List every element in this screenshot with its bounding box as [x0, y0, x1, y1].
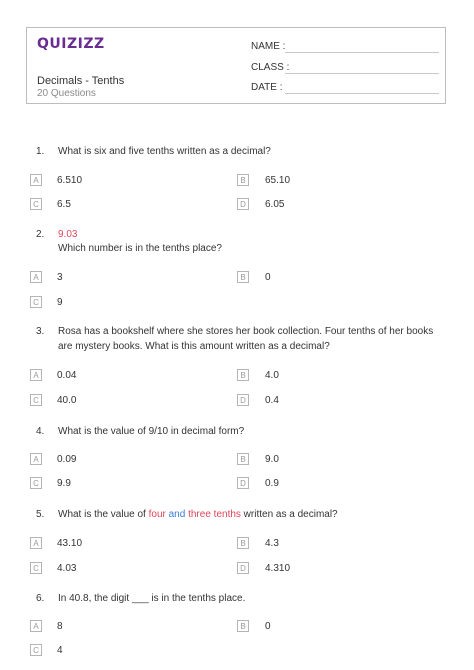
option-letter[interactable]: D — [237, 394, 249, 406]
option-text: 0.09 — [57, 454, 77, 465]
option-text: 4.310 — [265, 563, 291, 574]
option-letter[interactable]: A — [30, 453, 42, 465]
highlight-four: four — [148, 509, 166, 520]
question-text: In 40.8, the digit ___ is in the tenths place. — [58, 593, 246, 604]
option-text: 0.9 — [265, 478, 279, 489]
option-text: 6.5 — [57, 199, 71, 210]
highlight-three-tenths: three tenths — [188, 509, 241, 520]
option-text: 4.0 — [265, 370, 279, 381]
option-letter[interactable]: C — [30, 198, 42, 210]
question-count: 20 Questions — [37, 88, 96, 99]
option-letter[interactable]: B — [237, 537, 249, 549]
option-letter[interactable]: D — [237, 562, 249, 574]
option-text: 4.03 — [57, 563, 77, 574]
option-letter[interactable]: A — [30, 369, 42, 381]
option-text: 4.3 — [265, 538, 279, 549]
option-letter[interactable]: B — [237, 620, 249, 632]
worksheet-title: Decimals - Tenths — [37, 75, 125, 87]
option-letter[interactable]: A — [30, 174, 42, 186]
option-text: 0 — [265, 621, 271, 632]
option-text: 4 — [57, 645, 63, 656]
option-text: 9 — [57, 297, 63, 308]
option-letter[interactable]: D — [237, 198, 249, 210]
question-number: 6. — [36, 593, 45, 604]
option-letter[interactable]: D — [237, 477, 249, 489]
question-text-line-2: are mystery books. What is this amount written as a decimal? — [58, 341, 330, 352]
question-number: 5. — [36, 509, 45, 520]
option-text: 65.10 — [265, 175, 291, 186]
question-text-start: What is the value of — [58, 509, 149, 520]
question-text: What is the value of 9/10 in decimal form? — [58, 426, 245, 437]
option-text: 0.04 — [57, 370, 77, 381]
class-line[interactable] — [285, 73, 439, 74]
option-letter[interactable]: B — [237, 174, 249, 186]
option-text: 40.0 — [57, 395, 77, 406]
question-number: 2. — [36, 229, 45, 240]
question-text-line-1: Rosa has a bookshelf where she stores her book collection. Four tenths of her books — [58, 326, 434, 337]
option-letter[interactable]: A — [30, 620, 42, 632]
option-text: 9.9 — [57, 478, 71, 489]
question-number: 3. — [36, 326, 45, 337]
worksheet-header — [26, 27, 446, 104]
option-text: 43.10 — [57, 538, 83, 549]
option-text: 8 — [57, 621, 63, 632]
option-text: 0 — [265, 272, 271, 283]
option-letter[interactable]: C — [30, 644, 42, 656]
option-letter[interactable]: B — [237, 369, 249, 381]
class-label: CLASS : — [251, 62, 290, 73]
question-text — [58, 507, 458, 522]
option-letter[interactable]: C — [30, 477, 42, 489]
option-letter[interactable]: A — [30, 271, 42, 283]
word-and: and — [165, 509, 189, 520]
question-text: What is six and five tenths written as a decimal? — [58, 146, 271, 157]
option-text: 3 — [57, 272, 63, 283]
highlighted-number: 9.03 — [58, 229, 78, 240]
question-text-end: written as a decimal? — [240, 509, 338, 520]
option-letter[interactable]: B — [237, 453, 249, 465]
option-text: 6.05 — [265, 199, 285, 210]
option-letter[interactable]: C — [30, 394, 42, 406]
name-line[interactable] — [285, 52, 439, 53]
option-letter[interactable]: C — [30, 296, 42, 308]
option-letter[interactable]: A — [30, 537, 42, 549]
question-number: 1. — [36, 146, 45, 157]
option-letter[interactable]: C — [30, 562, 42, 574]
option-text: 9.0 — [265, 454, 279, 465]
name-label: NAME : — [251, 41, 286, 52]
date-label: DATE : — [251, 82, 283, 93]
quizizz-logo: QUIZIZZ — [37, 36, 105, 52]
option-text: 0.4 — [265, 395, 279, 406]
date-line[interactable] — [285, 93, 439, 94]
option-letter[interactable]: B — [237, 271, 249, 283]
question-text: Which number is in the tenths place? — [58, 243, 222, 254]
question-number: 4. — [36, 426, 45, 437]
option-text: 6.510 — [57, 175, 83, 186]
